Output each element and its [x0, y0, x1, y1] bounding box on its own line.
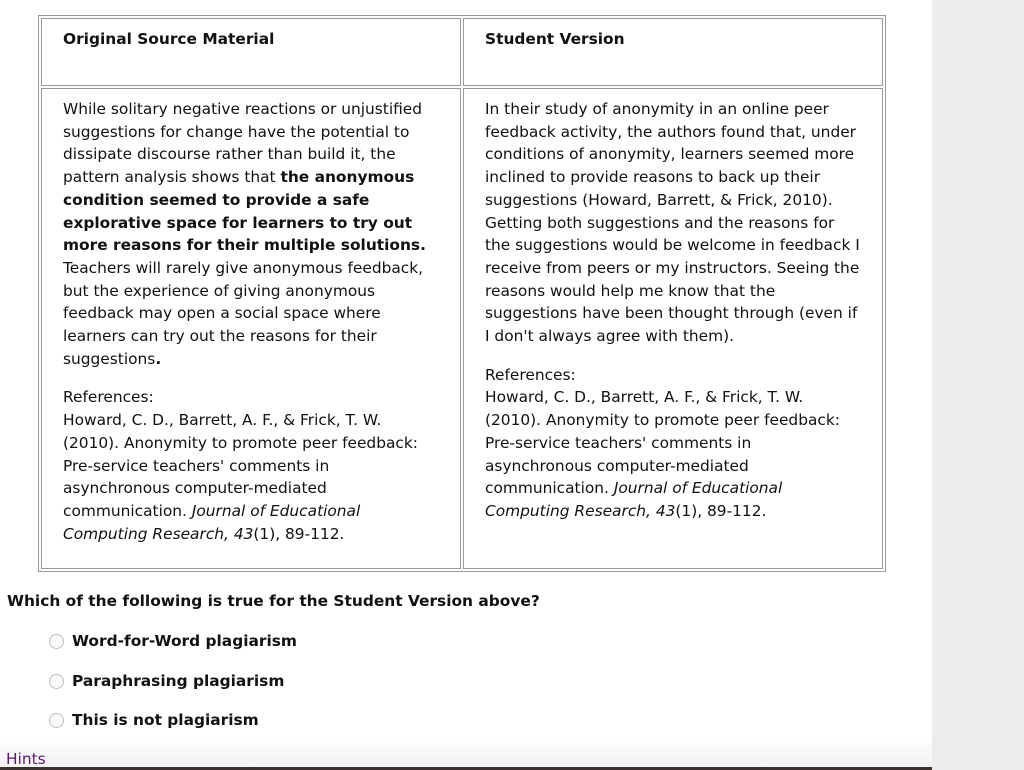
- citation-journal: Journal of Educational Computing Research, 43: [485, 479, 783, 520]
- citation-pages: (1), 89-112.: [675, 501, 767, 520]
- comparison-table: [38, 15, 886, 572]
- citation-pages: (1), 89-112.: [253, 524, 345, 543]
- option-paraphrasing[interactable]: [49, 672, 284, 690]
- student-cell: [463, 88, 883, 569]
- original-references: [63, 386, 440, 545]
- right-gutter: [932, 0, 1024, 770]
- radio-button[interactable]: [49, 713, 64, 728]
- bottom-bar: [0, 735, 932, 768]
- original-text-bold: the anonymous condition seemed to provide a safe explorative space for learners to try out more reasons for their multiple solutions.: [63, 168, 426, 255]
- option-label: This is not plagiarism: [72, 711, 259, 729]
- question-text: Which of the following is true for the Student Version above?: [7, 592, 540, 610]
- references-label: References:: [485, 365, 576, 384]
- references-label: References:: [63, 388, 154, 407]
- option-label: Paraphrasing plagiarism: [72, 672, 285, 690]
- hints-link[interactable]: Hints: [6, 750, 46, 768]
- citation-journal: Journal of Educational Computing Research, 43: [63, 501, 361, 543]
- student-references: [485, 364, 862, 523]
- original-text-end: .: [155, 349, 162, 368]
- original-text: [63, 98, 440, 370]
- option-not-plagiarism[interactable]: [49, 711, 259, 729]
- option-label: Word-for-Word plagiarism: [72, 632, 297, 650]
- radio-button[interactable]: [49, 634, 64, 649]
- citation-text: Howard, C. D., Barrett, A. F., & Frick, T. W. (2010). Anonymity to promote peer feedback: Pre-service teachers' comments in asynchronous computer-mediated communication.: [485, 388, 840, 498]
- citation: [485, 386, 862, 522]
- original-cell: [41, 88, 461, 569]
- original-text-post: Teachers will rarely give anonymous feedback, but the experience of giving anonymous feedback may open a social space where learners can try out the reasons for their suggestions: [63, 258, 424, 368]
- header-student: Student Version: [463, 18, 883, 86]
- radio-button[interactable]: [49, 674, 64, 689]
- citation: [63, 409, 440, 545]
- citation-text: Howard, C. D., Barrett, A. F., & Frick, T. W. (2010). Anonymity to promote peer feedback: Pre-service teachers' comments in asynchronous computer-mediated communication.: [63, 411, 418, 520]
- original-text-pre: While solitary negative reactions or unjustified suggestions for change have the potential to dissipate discourse rather than build it, the pattern analysis shows that: [63, 100, 423, 187]
- option-word-for-word[interactable]: [49, 632, 297, 650]
- student-text: In their study of anonymity in an online peer feedback activity, the authors found that, under conditions of anonymity, learners seemed more inclined to provide reasons to back up their suggestions (Howard, Barrett, & Frick, 2010). Getting both suggestions and the reasons for the suggestions would be welcome in feedback I receive from peers or my instructors. Seeing the reasons would help me know that the suggestions have been thought through (even if I don't always agree with them).: [485, 100, 860, 346]
- header-original: Original Source Material: [41, 18, 461, 86]
